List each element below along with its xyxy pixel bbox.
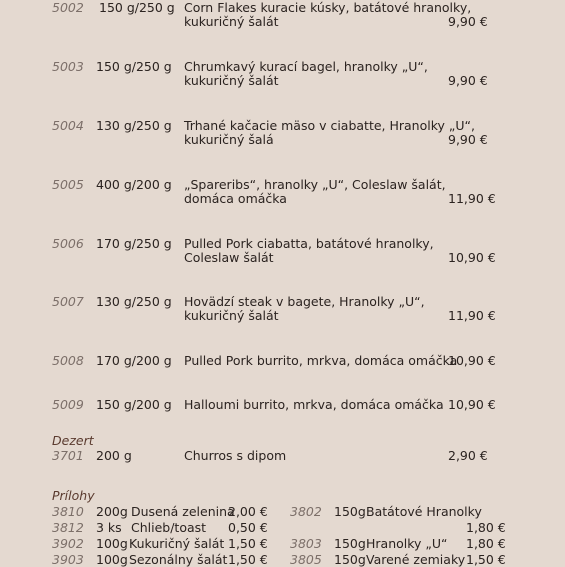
side-weight: 200g bbox=[96, 504, 128, 519]
item-price: 11,90 € bbox=[448, 308, 496, 323]
item-description: Halloumi burrito, mrkva, domáca omáčka bbox=[184, 397, 444, 412]
item-description: Trhané kačacie mäso v ciabatte, Hranolky „U“, bbox=[184, 118, 475, 133]
side-price: 1,50 € bbox=[228, 536, 268, 551]
item-description: Corn Flakes kuracie kúsky, batátové hranolky, bbox=[184, 0, 472, 15]
item-description: Pulled Pork burrito, mrkva, domáca omáčka bbox=[184, 353, 458, 368]
item-code: 5006 bbox=[52, 236, 84, 251]
side-name: Batátové Hranolky bbox=[366, 504, 482, 519]
side-name: Hranolky „U“ bbox=[366, 536, 448, 551]
item-description: Churros s dipom bbox=[184, 448, 287, 463]
item-price: 9,90 € bbox=[448, 132, 488, 147]
side-weight: 100g bbox=[96, 536, 128, 551]
item-description-cont: domáca omáčka bbox=[184, 191, 287, 206]
item-description-cont: kukuričný šalát bbox=[184, 73, 279, 88]
item-code: 5003 bbox=[52, 59, 84, 74]
side-price: 1,80 € bbox=[466, 536, 506, 551]
item-price: 10,90 € bbox=[448, 353, 496, 368]
item-code: 5004 bbox=[52, 118, 84, 133]
section-title-prilohy: Prílohy bbox=[52, 488, 95, 503]
side-weight: 3 ks bbox=[96, 520, 122, 535]
item-price: 10,90 € bbox=[448, 250, 496, 265]
side-price: 1,50 € bbox=[466, 552, 506, 567]
item-weight: 130 g/250 g bbox=[96, 118, 172, 133]
item-description: Pulled Pork ciabatta, batátové hranolky, bbox=[184, 236, 434, 251]
item-weight: 170 g/200 g bbox=[96, 353, 172, 368]
side-code: 3803 bbox=[290, 536, 322, 551]
item-weight: 150 g/200 g bbox=[96, 397, 172, 412]
item-weight: 150 g/250 g bbox=[96, 59, 172, 74]
side-name: Varené zemiaky bbox=[366, 552, 466, 567]
item-description-cont: kukuričný šalát bbox=[184, 308, 279, 323]
side-weight: 150g bbox=[334, 504, 366, 519]
side-weight: 150g bbox=[334, 536, 366, 551]
item-price: 9,90 € bbox=[448, 73, 488, 88]
item-weight: 130 g/250 g bbox=[96, 294, 172, 309]
item-price: 11,90 € bbox=[448, 191, 496, 206]
side-price: 2,00 € bbox=[228, 504, 268, 519]
item-code: 5009 bbox=[52, 397, 84, 412]
side-weight: 150g bbox=[334, 552, 366, 567]
item-weight: 150 g/250 g bbox=[99, 0, 175, 15]
item-weight: 400 g/200 g bbox=[96, 177, 172, 192]
item-description: „Spareribs“, hranolky „U“, Coleslaw šalát, bbox=[184, 177, 446, 192]
side-code: 3903 bbox=[52, 552, 84, 567]
side-code: 3812 bbox=[52, 520, 84, 535]
item-description-cont: kukuričný šalá bbox=[184, 132, 274, 147]
side-price: 1,50 € bbox=[228, 552, 268, 567]
item-price: 2,90 € bbox=[448, 448, 488, 463]
item-price: 9,90 € bbox=[448, 14, 488, 29]
side-weight: 100g bbox=[96, 552, 128, 567]
item-weight: 170 g/250 g bbox=[96, 236, 172, 251]
item-code: 5007 bbox=[52, 294, 84, 309]
item-description: Chrumkavý kurací bagel, hranolky „U“, bbox=[184, 59, 428, 74]
side-name: Dusená zelenina bbox=[131, 504, 235, 519]
side-code: 3810 bbox=[52, 504, 84, 519]
item-description-cont: Coleslaw šalát bbox=[184, 250, 274, 265]
section-title-dezert: Dezert bbox=[52, 433, 94, 448]
item-weight: 200 g bbox=[96, 448, 132, 463]
item-description-cont: kukuričný šalát bbox=[184, 14, 279, 29]
side-code: 3902 bbox=[52, 536, 84, 551]
item-description: Hovädzí steak v bagete, Hranolky „U“, bbox=[184, 294, 425, 309]
side-name: Sezonálny šalát bbox=[129, 552, 228, 567]
item-code: 5002 bbox=[52, 0, 84, 15]
side-code: 3802 bbox=[290, 504, 322, 519]
side-price: 1,80 € bbox=[466, 520, 506, 535]
side-name: Kukuričný šalát bbox=[129, 536, 225, 551]
side-code: 3805 bbox=[290, 552, 322, 567]
side-name: Chlieb/toast bbox=[131, 520, 207, 535]
side-price: 0,50 € bbox=[228, 520, 268, 535]
item-price: 10,90 € bbox=[448, 397, 496, 412]
item-code: 5008 bbox=[52, 353, 84, 368]
item-code: 3701 bbox=[52, 448, 84, 463]
item-code: 5005 bbox=[52, 177, 84, 192]
